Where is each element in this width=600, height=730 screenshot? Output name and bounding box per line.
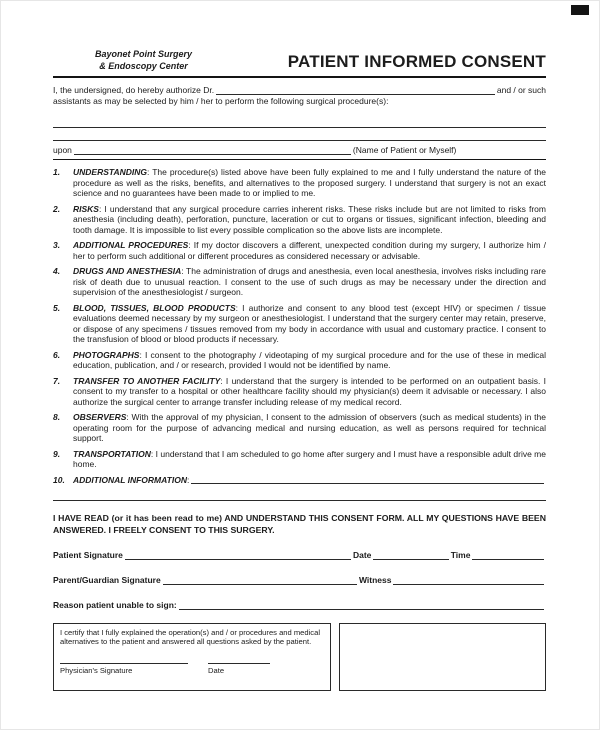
item-body <box>73 376 546 408</box>
bottom-boxes <box>53 623 546 691</box>
item-number: 3. <box>53 240 61 250</box>
time-label: Time <box>450 550 471 560</box>
item-number: 9. <box>53 448 61 459</box>
item-number: 2. <box>53 203 61 214</box>
organization-name-line1: Bayonet Point Surgery <box>95 49 193 59</box>
patient-signature-label: Patient Signature <box>53 550 123 560</box>
witness-blank <box>393 576 544 585</box>
organization-name-line2: & Endoscopy Center <box>99 61 188 71</box>
form-header <box>53 48 546 78</box>
item-text: : The procedure(s) listed above have been fully explained to me and I fully understand the nature of the procedure as well as the risks, benefits, and alternatives to the proposed surgery. I understand that surgery is not an exact science and no guarantees have been made to or implied to me. <box>73 167 546 198</box>
consent-statement: I HAVE READ (or it has been read to me) AND UNDERSTAND THIS CONSENT FORM. ALL MY QUESTIONS HAVE BEEN ANSWERED. I FREELY CONSENT TO THIS SURGERY. <box>53 513 546 535</box>
item-number: 8. <box>53 412 61 422</box>
item-body <box>73 204 546 236</box>
additional-info-blank-line-2 <box>53 490 546 501</box>
procedure-blank-line-1 <box>53 117 546 128</box>
item-label: DRUGS AND ANESTHESIA <box>73 266 182 276</box>
physician-signature-label: Physician's Signature <box>60 665 133 675</box>
list-item <box>53 376 546 408</box>
patient-name-blank <box>74 146 351 155</box>
item-text: : With the approval of my physician, I consent to the admission of observers (such as medical students) in the operating room for the purpose of advancing medical and nursing education, as well as persons required for technical support. <box>73 412 546 443</box>
authorize-line <box>53 85 546 96</box>
empty-stamp-box <box>339 623 546 691</box>
item-label: PHOTOGRAPHS <box>73 349 140 360</box>
item-number: 7. <box>53 375 61 386</box>
consent-items-list <box>53 167 546 501</box>
list-item <box>53 167 546 199</box>
item-text: : I understand that I am scheduled to go home after surgery and I must have a responsible adult drive me home. <box>73 448 546 469</box>
list-item <box>53 412 546 444</box>
list-item <box>53 475 546 486</box>
item-number: 6. <box>53 349 61 360</box>
organization-name <box>95 48 192 72</box>
reason-unable-blank <box>179 601 544 610</box>
item-text: : I understand that the surgery is intended to be performed on an outpatient basis. I consent to my transfer to a hospital or other healthcare facility should my physician(s) deem it advisable or necessary. I also authorize the surgical center to arrange transfer including release of my medical record. <box>73 375 546 407</box>
additional-info-blank <box>191 475 544 484</box>
reason-unable-label: Reason patient unable to sign: <box>53 600 177 610</box>
witness-label: Witness <box>358 575 392 585</box>
list-item <box>53 303 546 345</box>
list-item <box>53 204 546 236</box>
guardian-signature-label: Parent/Guardian Signature <box>53 575 161 585</box>
item-label: ADDITIONAL INFORMATION <box>73 474 187 485</box>
item-label: OBSERVERS <box>73 412 127 422</box>
item-label: TRANSPORTATION <box>73 448 151 459</box>
item-text: : <box>186 474 190 485</box>
item-text: : I understand that any surgical procedure carries inherent risks. These risks include but are not limited to risks from anesthesia (including death), perforation, puncture, laceration or cut to organs or tissues, significant infection, bleeding and tooth damage. It is impossible to list every possible complication so the above lists are incomplete. <box>73 203 546 235</box>
form-title: PATIENT INFORMED CONSENT <box>287 52 546 71</box>
item-label: TRANSFER TO ANOTHER FACILITY <box>73 375 221 386</box>
item-number: 4. <box>53 266 61 276</box>
doctor-name-blank <box>216 86 495 95</box>
time-blank <box>472 551 544 560</box>
item-text: : I authorize and consent to any blood test (except HIV) or specimen / tissue evaluations deemed necessary by my surgeon or anesthesiologist. I understand that the surgery center may retain, preserve, or dispose of any specimens / tissues removed from my body in accordance with usual and customary practice. I consent to the transfusion of blood or blood products if necessary. <box>73 302 546 344</box>
item-number: 1. <box>53 167 61 177</box>
scan-corner-mark <box>571 5 589 15</box>
item-label: UNDERSTANDING <box>73 167 147 177</box>
form-content <box>53 48 546 691</box>
physician-certification-box <box>53 623 331 691</box>
item-body <box>73 266 546 298</box>
item-label: ADDITIONAL PROCEDURES <box>73 240 189 250</box>
item-body <box>73 350 546 371</box>
procedure-blank-line-2 <box>53 130 546 141</box>
reason-unable-row <box>53 600 546 611</box>
upon-prefix-text: upon <box>53 145 72 155</box>
item-text: : The administration of drugs and anesthesia, even local anesthesia, involves risks including rare risk of death due to unusual reaction. I consent to the use of such drugs as may be necessary under the direction and supervision of the anesthesiologist / surgeon. <box>73 266 546 297</box>
physician-date-label: Date <box>208 665 225 675</box>
date-blank <box>373 551 448 560</box>
item-label: BLOOD, TISSUES, BLOOD PRODUCTS <box>73 302 236 313</box>
physician-signature-labels <box>60 666 324 675</box>
item-text: : I consent to the photography / videotaping of my surgical procedure and for the use of these in medical education, publication, and / or research, provided I would not be identified by name. <box>73 349 546 370</box>
list-item <box>53 240 546 261</box>
item-body <box>73 475 546 486</box>
physician-signature-lines <box>60 656 324 664</box>
item-number: 10. <box>53 474 65 485</box>
authorize-suffix-text: and / or such <box>496 85 546 95</box>
date-label: Date <box>352 550 372 560</box>
physician-date-blank <box>208 656 270 664</box>
item-label: RISKS <box>73 203 99 214</box>
list-item <box>53 266 546 298</box>
item-body <box>73 167 546 199</box>
list-item <box>53 449 546 470</box>
physician-certify-text: I certify that I fully explained the operation(s) and / or procedures and medical alternatives to the patient and answered all questions asked by the patient. <box>60 628 321 647</box>
item-body <box>73 303 546 345</box>
item-body <box>73 449 546 470</box>
upon-suffix-text: (Name of Patient or Myself) <box>352 145 457 155</box>
physician-label-gap <box>188 666 208 675</box>
physician-signature-blank <box>60 656 188 664</box>
item-body <box>73 412 546 444</box>
item-body <box>73 240 546 261</box>
assistants-line: assistants as may be selected by him / her to perform the following surgical procedure(s): <box>53 96 389 106</box>
guardian-signature-blank <box>163 576 357 585</box>
item-number: 5. <box>53 302 61 313</box>
list-item <box>53 350 546 371</box>
authorize-prefix-text: I, the undersigned, do hereby authorize Dr. <box>53 85 215 95</box>
patient-signature-blank <box>125 551 351 560</box>
upon-line <box>53 145 546 156</box>
guardian-signature-row <box>53 575 546 586</box>
patient-signature-row <box>53 550 546 561</box>
item-text: : If my doctor discovers a different, unexpected condition during my surgery, I authorize him / her to perform such additional or different procedures as considered necessary or advisable. <box>73 240 546 261</box>
upon-trailing-space <box>456 147 546 156</box>
section-divider-rule <box>53 159 546 160</box>
physician-signature-gap <box>188 656 208 664</box>
